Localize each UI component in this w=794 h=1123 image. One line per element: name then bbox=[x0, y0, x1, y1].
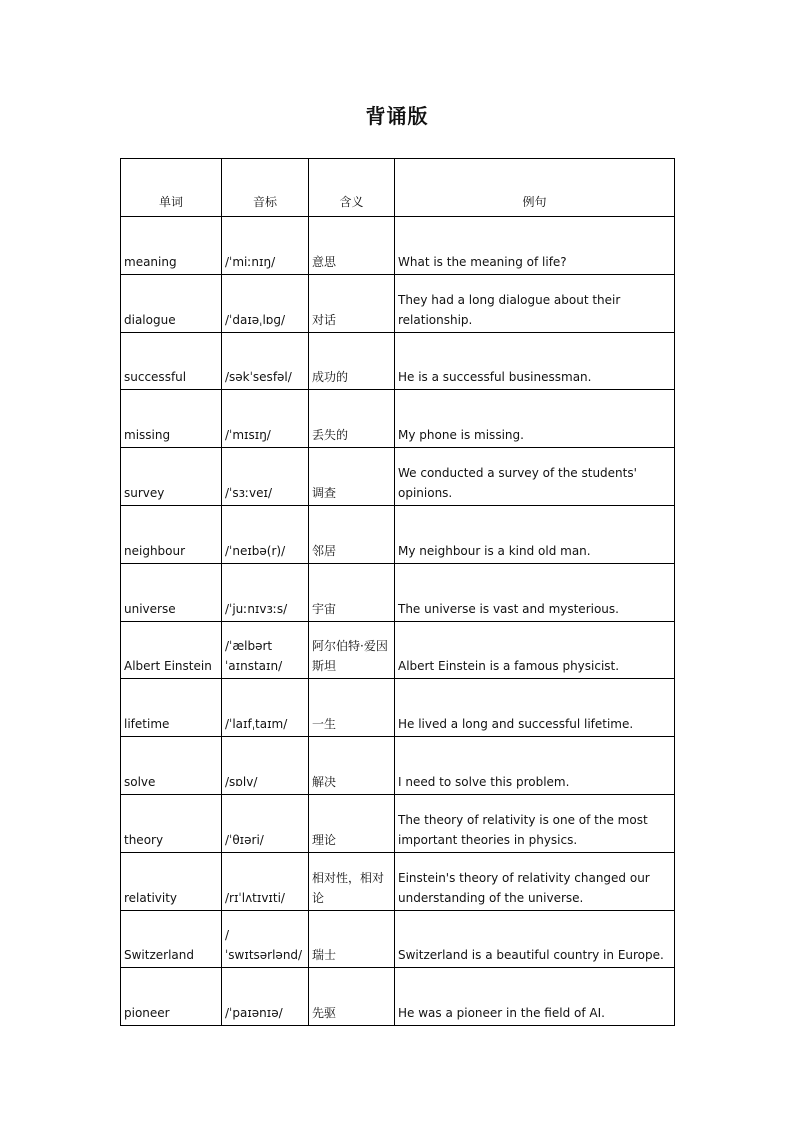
phonetic-cell: /ˈmiːnɪŋ/ bbox=[222, 217, 309, 275]
phonetic-cell: /sɒlv/ bbox=[222, 737, 309, 795]
table-row bbox=[121, 274, 675, 332]
meaning-cell: 相对性，相对论 bbox=[309, 852, 395, 910]
phonetic-cell: /ˈneɪbə(r)/ bbox=[222, 505, 309, 563]
phonetic-cell: /rɪˈlʌtɪvɪti/ bbox=[222, 852, 309, 910]
phonetic-cell: /ˈswɪtsərlənd/ bbox=[222, 910, 309, 968]
word-cell: dialogue bbox=[121, 274, 222, 332]
phonetic-cell: /ˈjuːnɪvɜːs/ bbox=[222, 563, 309, 621]
meaning-cell: 先驱 bbox=[309, 968, 395, 1026]
phonetic-cell: /ˈpaɪənɪə/ bbox=[222, 968, 309, 1026]
page-title: 背诵版 bbox=[365, 104, 429, 128]
meaning-cell: 理论 bbox=[309, 794, 395, 852]
table-row bbox=[121, 505, 675, 563]
table-row bbox=[121, 968, 675, 1026]
meaning-cell: 调查 bbox=[309, 448, 395, 506]
table-row bbox=[121, 390, 675, 448]
table-row bbox=[121, 794, 675, 852]
column-header-word: 单词 bbox=[121, 159, 222, 217]
example-cell: My phone is missing. bbox=[395, 390, 675, 448]
table-row bbox=[121, 448, 675, 506]
meaning-cell: 意思 bbox=[309, 217, 395, 275]
meaning-cell: 阿尔伯特·爱因斯坦 bbox=[309, 621, 395, 679]
example-cell: Switzerland is a beautiful country in Europe. bbox=[395, 910, 675, 968]
phonetic-cell: /ˈθɪəri/ bbox=[222, 794, 309, 852]
example-cell: He lived a long and successful lifetime. bbox=[395, 679, 675, 737]
example-cell: I need to solve this problem. bbox=[395, 737, 675, 795]
meaning-cell: 对话 bbox=[309, 274, 395, 332]
meaning-cell: 丢失的 bbox=[309, 390, 395, 448]
phonetic-cell: /ˈlaɪfˌtaɪm/ bbox=[222, 679, 309, 737]
example-cell: They had a long dialogue about their relationship. bbox=[395, 274, 675, 332]
word-cell: theory bbox=[121, 794, 222, 852]
word-cell: meaning bbox=[121, 217, 222, 275]
phonetic-cell: /ˈælbərt ˈaɪnstaɪn/ bbox=[222, 621, 309, 679]
example-cell: The universe is vast and mysterious. bbox=[395, 563, 675, 621]
meaning-cell: 宇宙 bbox=[309, 563, 395, 621]
word-cell: missing bbox=[121, 390, 222, 448]
phonetic-cell: /ˈmɪsɪŋ/ bbox=[222, 390, 309, 448]
meaning-cell: 解决 bbox=[309, 737, 395, 795]
example-cell: What is the meaning of life? bbox=[395, 217, 675, 275]
table-row bbox=[121, 679, 675, 737]
word-cell: pioneer bbox=[121, 968, 222, 1026]
table-row bbox=[121, 217, 675, 275]
example-cell: He was a pioneer in the field of AI. bbox=[395, 968, 675, 1026]
example-cell: Einstein's theory of relativity changed our understanding of the universe. bbox=[395, 852, 675, 910]
word-cell: lifetime bbox=[121, 679, 222, 737]
phonetic-cell: /ˈdaɪəˌlɒɡ/ bbox=[222, 274, 309, 332]
phonetic-cell: /ˈsɜːveɪ/ bbox=[222, 448, 309, 506]
vocabulary-table bbox=[120, 158, 675, 1026]
example-cell: Albert Einstein is a famous physicist. bbox=[395, 621, 675, 679]
word-cell: solve bbox=[121, 737, 222, 795]
column-header-phonetic: 音标 bbox=[222, 159, 309, 217]
table-row bbox=[121, 737, 675, 795]
example-cell: The theory of relativity is one of the most important theories in physics. bbox=[395, 794, 675, 852]
word-cell: neighbour bbox=[121, 505, 222, 563]
meaning-cell: 一生 bbox=[309, 679, 395, 737]
example-cell: My neighbour is a kind old man. bbox=[395, 505, 675, 563]
meaning-cell: 邻居 bbox=[309, 505, 395, 563]
meaning-cell: 成功的 bbox=[309, 332, 395, 390]
table-row bbox=[121, 621, 675, 679]
word-cell: survey bbox=[121, 448, 222, 506]
word-cell: successful bbox=[121, 332, 222, 390]
example-cell: We conducted a survey of the students' opinions. bbox=[395, 448, 675, 506]
example-cell: He is a successful businessman. bbox=[395, 332, 675, 390]
column-header-meaning: 含义 bbox=[309, 159, 395, 217]
table-header-row bbox=[121, 159, 675, 217]
word-cell: Switzerland bbox=[121, 910, 222, 968]
table-row bbox=[121, 563, 675, 621]
table-row bbox=[121, 852, 675, 910]
word-cell: relativity bbox=[121, 852, 222, 910]
column-header-example: 例句 bbox=[395, 159, 675, 217]
word-cell: universe bbox=[121, 563, 222, 621]
phonetic-cell: /səkˈsesfəl/ bbox=[222, 332, 309, 390]
table-row bbox=[121, 910, 675, 968]
word-cell: Albert Einstein bbox=[121, 621, 222, 679]
table-row bbox=[121, 332, 675, 390]
meaning-cell: 瑞士 bbox=[309, 910, 395, 968]
